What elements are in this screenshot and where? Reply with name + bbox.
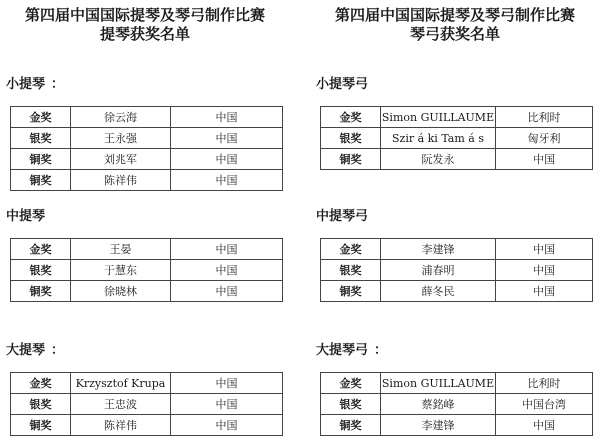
name-cell: 蔡銘峰 [381,394,496,415]
table-row [11,260,283,281]
country-cell: 匈牙利 [496,128,593,149]
name-cell: 徐云海 [71,107,171,128]
competition-title: 第四届中国国际提琴及琴弓制作比赛 [24,6,265,24]
award-cell: 铜奖 [321,281,381,302]
name-cell: 阮发永 [381,149,496,170]
award-cell: 金奖 [11,373,71,394]
awards-table-viola [10,238,283,302]
country-cell: 中国 [171,239,283,260]
award-cell: 金奖 [321,373,381,394]
name-cell: Szir á ki Tam á s [381,128,496,149]
table-row [11,107,283,128]
country-cell: 比利时 [496,373,593,394]
section-title-viola: 中提琴 [6,209,46,224]
country-cell: 中国 [171,170,283,191]
award-cell: 金奖 [321,107,381,128]
table-row [321,149,593,170]
award-cell: 金奖 [11,239,71,260]
table-row [11,373,283,394]
list-subtitle: 琴弓获奖名单 [409,25,500,43]
table-row [321,239,593,260]
name-cell: 徐晓林 [71,281,171,302]
country-cell: 中国 [171,107,283,128]
country-cell: 中国 [496,415,593,436]
name-cell: 陈祥伟 [71,415,171,436]
award-cell: 铜奖 [11,415,71,436]
table-row [321,128,593,149]
section-title-violin-bow: 小提琴弓 [316,77,369,92]
violin-awards-column [0,0,290,441]
country-cell: 中国 [496,260,593,281]
country-cell: 中国 [496,149,593,170]
name-cell: 李建锋 [381,415,496,436]
award-cell: 铜奖 [321,415,381,436]
country-cell: 中国台湾 [496,394,593,415]
award-cell: 银奖 [11,394,71,415]
name-cell: 浦春明 [381,260,496,281]
awards-table-violin [10,106,283,191]
table-row [11,128,283,149]
award-cell: 金奖 [321,239,381,260]
table-row [321,415,593,436]
table-row [321,281,593,302]
competition-title: 第四届中国国际提琴及琴弓制作比赛 [334,6,575,24]
awards-table-violin-bow [320,106,593,170]
name-cell: 陈祥伟 [71,170,171,191]
section-title-viola-bow: 中提琴弓 [316,209,369,224]
award-cell: 铜奖 [321,149,381,170]
award-cell: 铜奖 [11,149,71,170]
section-title-cello-bow: 大提琴弓 ： [316,343,388,358]
table-row [11,281,283,302]
country-cell: 中国 [171,128,283,149]
name-cell: 李建锋 [381,239,496,260]
country-cell: 中国 [171,149,283,170]
award-cell: 铜奖 [11,170,71,191]
section-title-violin: 小提琴 ： [6,77,65,92]
awards-table-viola-bow [320,238,593,302]
table-row [11,149,283,170]
table-row [321,260,593,281]
award-cell: 铜奖 [11,281,71,302]
award-cell: 银奖 [321,260,381,281]
awards-table-cello-bow [320,372,593,436]
country-cell: 中国 [496,281,593,302]
name-cell: Simon GUILLAUME [381,107,496,128]
country-cell: 中国 [171,281,283,302]
table-row [11,239,283,260]
country-cell: 中国 [171,415,283,436]
award-cell: 银奖 [11,260,71,281]
name-cell: 王永强 [71,128,171,149]
country-cell: 中国 [171,394,283,415]
table-row [321,394,593,415]
bow-awards-column [310,0,600,441]
table-row [11,170,283,191]
list-subtitle: 提琴获奖名单 [99,25,190,43]
name-cell: Krzysztof Krupa [71,373,171,394]
name-cell: 王晏 [71,239,171,260]
award-cell: 银奖 [321,128,381,149]
section-title-cello: 大提琴 ： [6,343,65,358]
table-row [321,107,593,128]
country-cell: 比利时 [496,107,593,128]
country-cell: 中国 [171,373,283,394]
name-cell: 于慧东 [71,260,171,281]
award-cell: 银奖 [11,128,71,149]
table-row [321,373,593,394]
country-cell: 中国 [496,239,593,260]
awards-table-cello [10,372,283,436]
name-cell: 刘兆军 [71,149,171,170]
award-cell: 金奖 [11,107,71,128]
country-cell: 中国 [171,260,283,281]
award-cell: 银奖 [321,394,381,415]
name-cell: 王忠波 [71,394,171,415]
name-cell: Simon GUILLAUME [381,373,496,394]
table-row [11,415,283,436]
name-cell: 薛冬民 [381,281,496,302]
table-row [11,394,283,415]
